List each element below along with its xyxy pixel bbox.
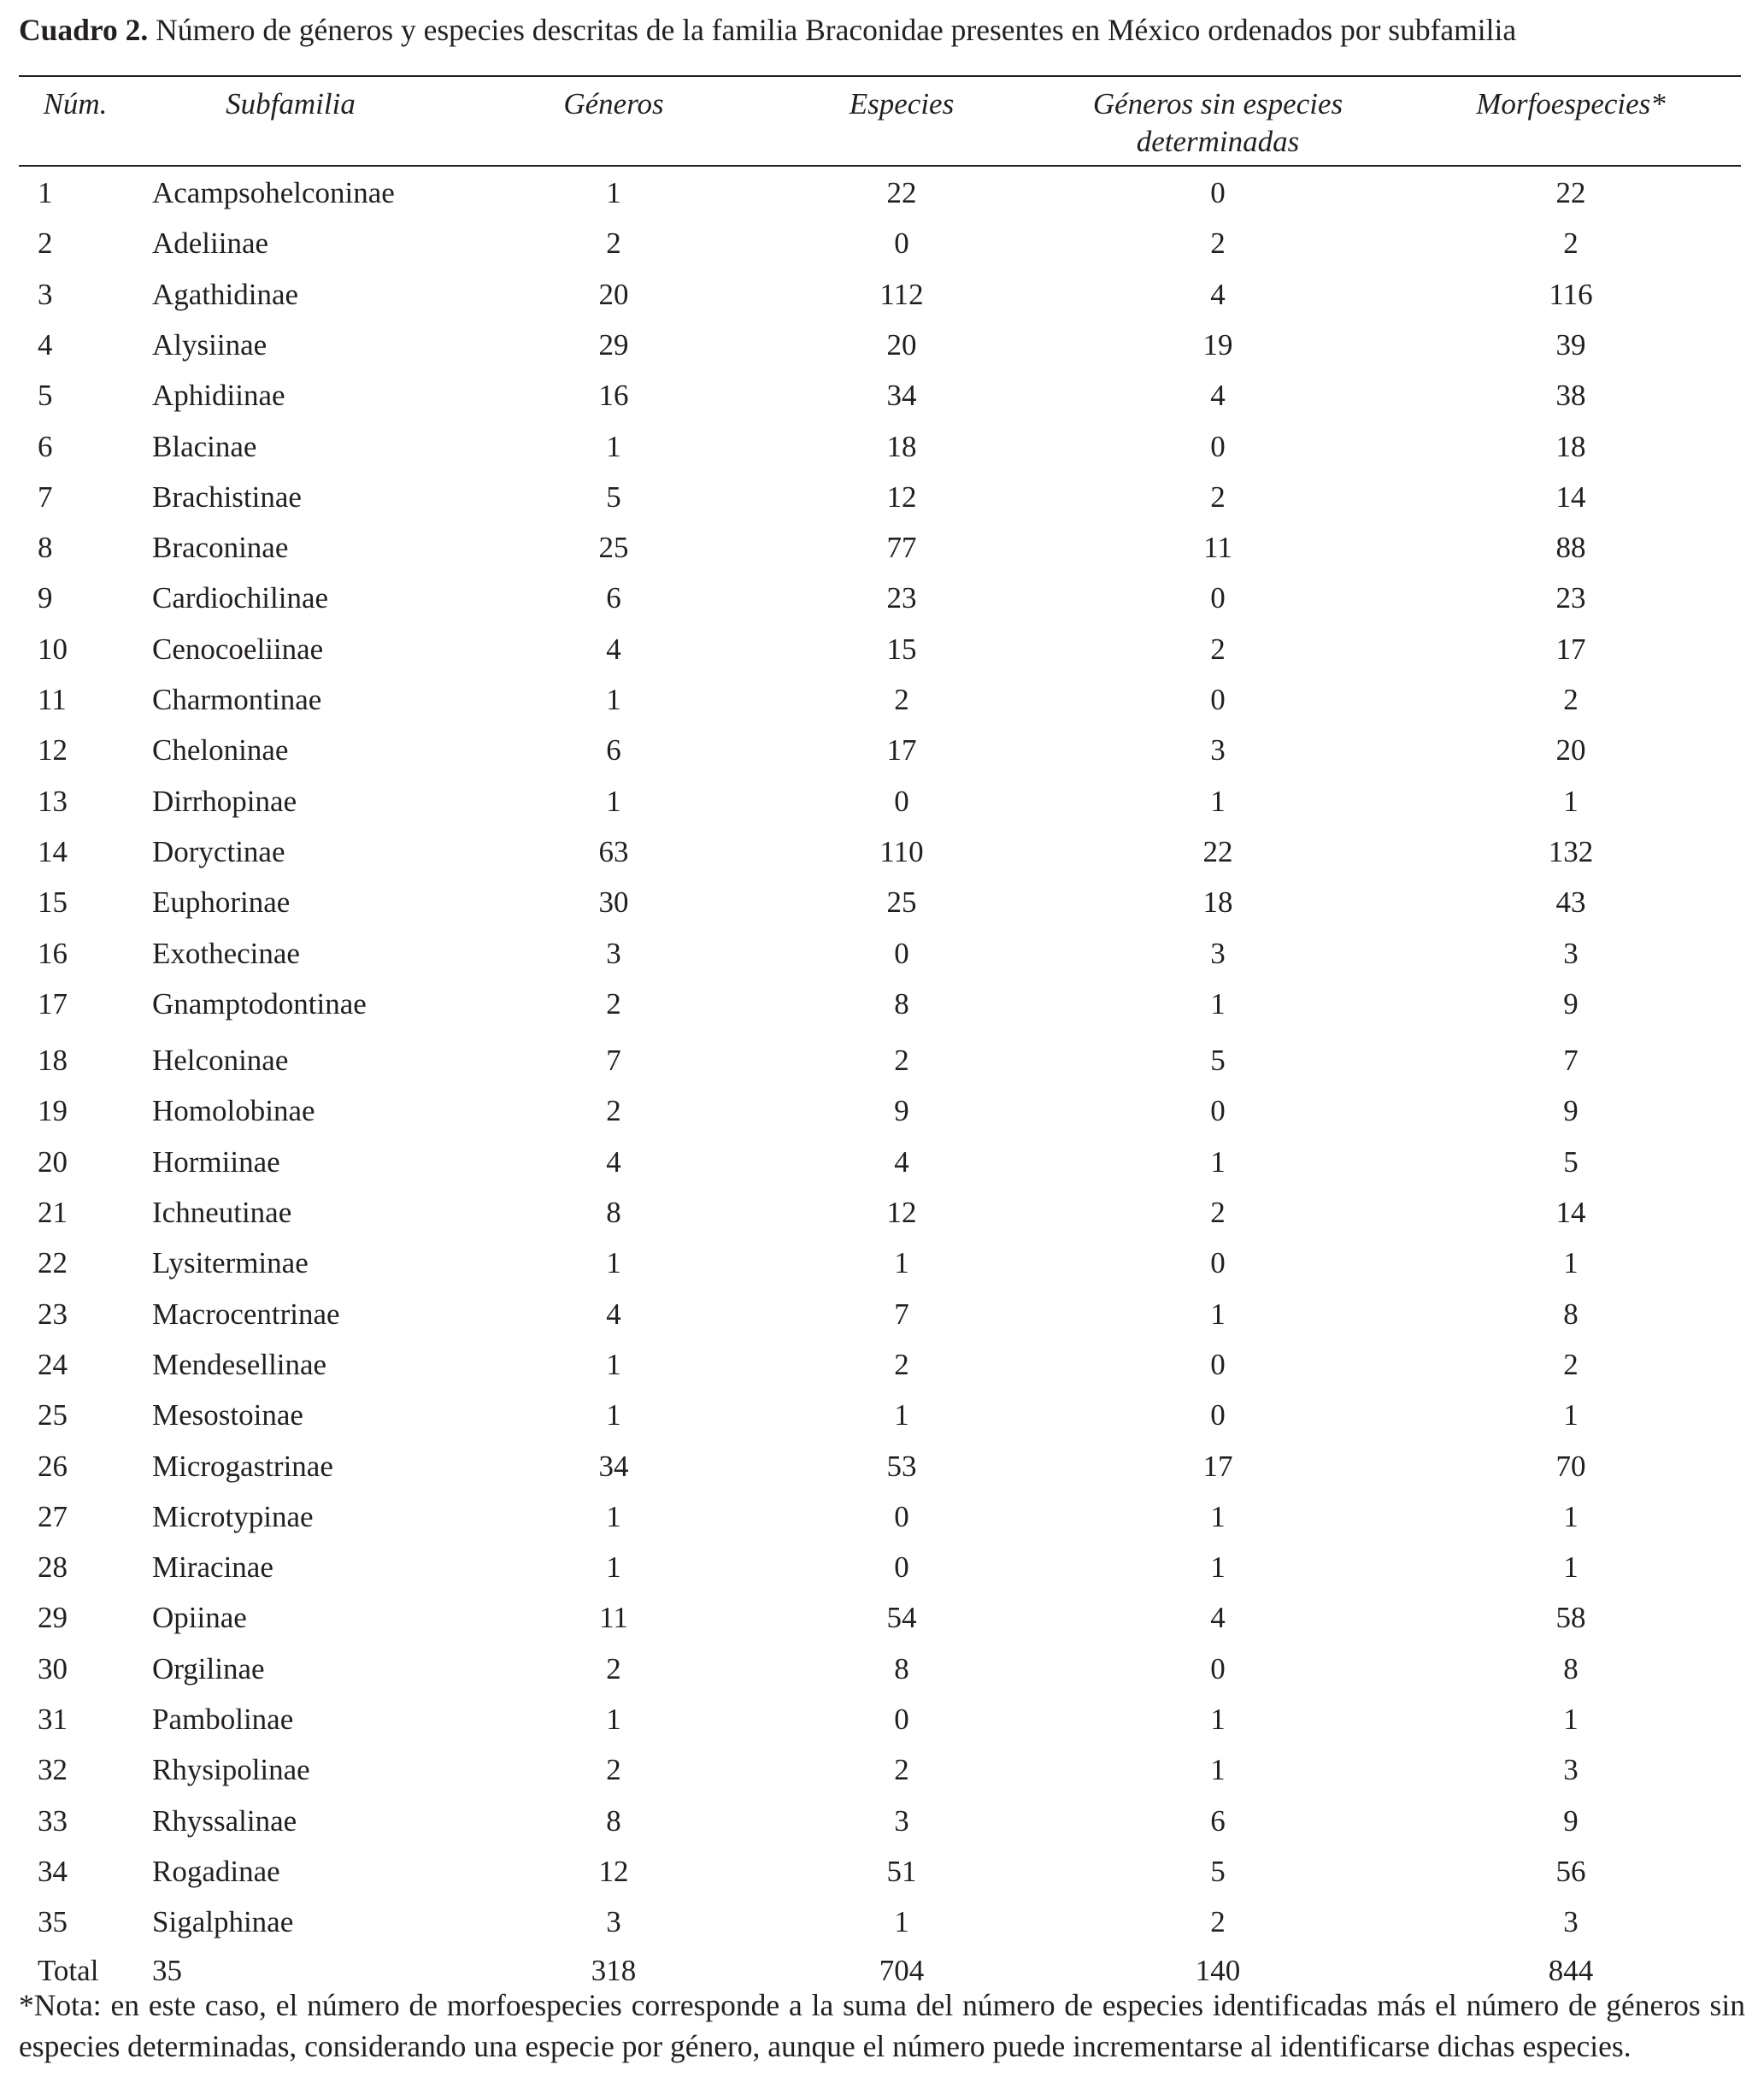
cell-subfamilia: Hormiinae — [152, 1145, 280, 1179]
cell-especies: 17 — [886, 733, 917, 767]
cell-num: 19 — [38, 1094, 68, 1127]
cell-generos: 1 — [606, 785, 621, 818]
cell-generos: 6 — [606, 581, 621, 615]
cell-sin-det: 1 — [1210, 785, 1226, 818]
cell-generos: 1 — [606, 1348, 621, 1381]
cell-subfamilia: Brachistinae — [152, 480, 302, 514]
cell-sin-det: 18 — [1202, 885, 1233, 919]
cell-generos: 63 — [598, 835, 629, 868]
cell-sin-det: 4 — [1210, 1601, 1226, 1634]
cell-generos: 16 — [598, 379, 629, 412]
cell-num: 20 — [38, 1145, 68, 1179]
cell-morfoespecies: 8 — [1563, 1297, 1579, 1331]
cell-especies: 34 — [886, 379, 917, 412]
cell-especies: 9 — [894, 1094, 909, 1127]
cell-generos: 29 — [598, 328, 629, 362]
cell-sin-det: 6 — [1210, 1804, 1226, 1838]
cell-generos: 5 — [606, 480, 621, 514]
cell-especies: 20 — [886, 328, 917, 362]
cell-especies: 18 — [886, 430, 917, 463]
cell-especies: 1 — [894, 1398, 909, 1432]
cell-num: 27 — [38, 1500, 68, 1533]
table-row — [0, 218, 1752, 268]
cell-generos: 6 — [606, 733, 621, 767]
header-num: Núm. — [43, 87, 108, 121]
table-row — [0, 1542, 1752, 1592]
cell-morfoespecies: 3 — [1563, 1753, 1579, 1786]
cell-num: 7 — [38, 480, 53, 514]
cell-sin-det: 1 — [1210, 1500, 1226, 1533]
cell-sin-det: 2 — [1210, 1196, 1226, 1229]
cell-morfoespecies: 2 — [1563, 683, 1579, 716]
table-row — [0, 168, 1752, 218]
cell-generos: 3 — [606, 1905, 621, 1938]
cell-num: 8 — [38, 531, 53, 564]
cell-subfamilia: Agathidinae — [152, 278, 299, 311]
cell-num: 28 — [38, 1550, 68, 1584]
cell-num: 34 — [38, 1855, 68, 1888]
cell-subfamilia: Miracinae — [152, 1550, 273, 1584]
header-morfoespecies: Morfoespecies* — [1476, 87, 1666, 121]
cell-sin-det: 5 — [1210, 1044, 1226, 1077]
cell-morfoespecies: 132 — [1548, 835, 1594, 868]
cell-morfoespecies: 70 — [1555, 1450, 1586, 1483]
table-row — [0, 1491, 1752, 1542]
cell-especies: 2 — [894, 1348, 909, 1381]
cell-num: 16 — [38, 937, 68, 970]
cell-subfamilia: Acampsohelconinae — [152, 176, 395, 209]
cell-especies: 1 — [894, 1905, 909, 1938]
cell-generos: 4 — [606, 1145, 621, 1179]
cell-subfamilia: Macrocentrinae — [152, 1297, 340, 1331]
cell-sin-det: 0 — [1210, 1398, 1226, 1432]
cell-sin-det: 0 — [1210, 1094, 1226, 1127]
table-row — [0, 1238, 1752, 1288]
total-sin-det: 140 — [1195, 1954, 1241, 1987]
cell-sin-det: 17 — [1202, 1450, 1233, 1483]
table-row — [0, 1796, 1752, 1846]
cell-morfoespecies: 3 — [1563, 937, 1579, 970]
cell-especies: 2 — [894, 1044, 909, 1077]
cell-especies: 2 — [894, 683, 909, 716]
cell-sin-det: 0 — [1210, 581, 1226, 615]
cell-morfoespecies: 14 — [1555, 480, 1586, 514]
cell-sin-det: 1 — [1210, 1753, 1226, 1786]
cell-sin-det: 1 — [1210, 1297, 1226, 1331]
table-row — [0, 877, 1752, 927]
cell-num: 30 — [38, 1652, 68, 1685]
header-subfamilia: Subfamilia — [226, 87, 356, 121]
cell-especies: 112 — [879, 278, 924, 311]
cell-generos: 8 — [606, 1196, 621, 1229]
cell-generos: 1 — [606, 1500, 621, 1533]
cell-num: 15 — [38, 885, 68, 919]
cell-num: 24 — [38, 1348, 68, 1381]
cell-especies: 51 — [886, 1855, 917, 1888]
table-row — [0, 776, 1752, 826]
cell-subfamilia: Lysiterminae — [152, 1246, 309, 1279]
cell-generos: 1 — [606, 430, 621, 463]
cell-generos: 12 — [598, 1855, 629, 1888]
cell-generos: 20 — [598, 278, 629, 311]
cell-generos: 8 — [606, 1804, 621, 1838]
cell-especies: 22 — [886, 176, 917, 209]
cell-generos: 4 — [606, 1297, 621, 1331]
cell-num: 14 — [38, 835, 68, 868]
cell-num: 11 — [38, 683, 67, 716]
cell-subfamilia: Mesostoinae — [152, 1398, 303, 1432]
cell-morfoespecies: 14 — [1555, 1196, 1586, 1229]
table-row — [0, 1339, 1752, 1390]
cell-num: 33 — [38, 1804, 68, 1838]
cell-morfoespecies: 18 — [1555, 430, 1586, 463]
table-row — [0, 320, 1752, 370]
table-row — [0, 1085, 1752, 1136]
cell-subfamilia: Cenocoeliinae — [152, 632, 324, 666]
cell-especies: 0 — [894, 1550, 909, 1584]
cell-num: 12 — [38, 733, 68, 767]
cell-morfoespecies: 58 — [1555, 1601, 1586, 1634]
cell-generos: 25 — [598, 531, 629, 564]
total-label: Total — [38, 1954, 99, 1987]
cell-sin-det: 2 — [1210, 480, 1226, 514]
cell-morfoespecies: 1 — [1563, 1246, 1579, 1279]
cell-morfoespecies: 1 — [1563, 1500, 1579, 1533]
cell-generos: 4 — [606, 632, 621, 666]
cell-especies: 0 — [894, 226, 909, 260]
cell-subfamilia: Rhysipolinae — [152, 1753, 310, 1786]
cell-morfoespecies: 88 — [1555, 531, 1586, 564]
cell-subfamilia: Microtypinae — [152, 1500, 314, 1533]
cell-sin-det: 2 — [1210, 1905, 1226, 1938]
cell-morfoespecies: 1 — [1563, 1398, 1579, 1432]
cell-morfoespecies: 8 — [1563, 1652, 1579, 1685]
cell-morfoespecies: 1 — [1563, 785, 1579, 818]
cell-sin-det: 5 — [1210, 1855, 1226, 1888]
table-row — [0, 1289, 1752, 1339]
cell-especies: 2 — [894, 1753, 909, 1786]
cell-morfoespecies: 9 — [1563, 987, 1579, 1021]
cell-sin-det: 4 — [1210, 278, 1226, 311]
table-row — [0, 1694, 1752, 1744]
cell-sin-det: 0 — [1210, 1246, 1226, 1279]
table-row — [0, 1187, 1752, 1238]
table-row — [0, 1744, 1752, 1795]
cell-num: 29 — [38, 1601, 68, 1634]
cell-morfoespecies: 1 — [1563, 1703, 1579, 1736]
table-row — [0, 979, 1752, 1029]
cell-num: 31 — [38, 1703, 68, 1736]
cell-generos: 1 — [606, 1246, 621, 1279]
cell-sin-det: 22 — [1202, 835, 1233, 868]
header-sin-det-line2: determinadas — [1136, 125, 1300, 158]
cell-especies: 53 — [886, 1450, 917, 1483]
cell-sin-det: 2 — [1210, 226, 1226, 260]
cell-subfamilia: Adeliinae — [152, 226, 269, 260]
table-row — [0, 1441, 1752, 1491]
cell-subfamilia: Alysiinae — [152, 328, 268, 362]
table-row — [0, 1390, 1752, 1440]
cell-num: 26 — [38, 1450, 68, 1483]
cell-sin-det: 1 — [1210, 987, 1226, 1021]
cell-subfamilia: Rogadinae — [152, 1855, 280, 1888]
cell-subfamilia: Sigalphinae — [152, 1905, 294, 1938]
cell-sin-det: 4 — [1210, 379, 1226, 412]
cell-generos: 1 — [606, 1703, 621, 1736]
cell-especies: 54 — [886, 1601, 917, 1634]
cell-especies: 8 — [894, 1652, 909, 1685]
cell-morfoespecies: 3 — [1563, 1905, 1579, 1938]
cell-subfamilia: Rhyssalinae — [152, 1804, 297, 1838]
cell-subfamilia: Cheloninae — [152, 733, 289, 767]
cell-num: 6 — [38, 430, 53, 463]
cell-especies: 12 — [886, 1196, 917, 1229]
cell-morfoespecies: 23 — [1555, 581, 1586, 615]
cell-num: 13 — [38, 785, 68, 818]
cell-generos: 1 — [606, 1398, 621, 1432]
caption-label: Cuadro 2. — [19, 13, 149, 47]
cell-sin-det: 0 — [1210, 683, 1226, 716]
table-row — [0, 522, 1752, 573]
cell-subfamilia: Homolobinae — [152, 1094, 315, 1127]
cell-morfoespecies: 43 — [1555, 885, 1586, 919]
cell-subfamilia: Cardiochilinae — [152, 581, 329, 615]
table-row — [0, 269, 1752, 320]
cell-sin-det: 11 — [1203, 531, 1232, 564]
cell-morfoespecies: 2 — [1563, 226, 1579, 260]
cell-morfoespecies: 1 — [1563, 1550, 1579, 1584]
cell-sin-det: 19 — [1202, 328, 1233, 362]
table-row — [0, 1592, 1752, 1643]
cell-subfamilia: Dirrhopinae — [152, 785, 297, 818]
header-especies: Especies — [849, 87, 955, 121]
cell-especies: 0 — [894, 785, 909, 818]
cell-especies: 3 — [894, 1804, 909, 1838]
cell-num: 5 — [38, 379, 53, 412]
cell-generos: 2 — [606, 226, 621, 260]
cell-subfamilia: Helconinae — [152, 1044, 289, 1077]
cell-num: 18 — [38, 1044, 68, 1077]
cell-num: 2 — [38, 226, 53, 260]
cell-subfamilia: Mendesellinae — [152, 1348, 327, 1381]
cell-subfamilia: Charmontinae — [152, 683, 322, 716]
cell-num: 22 — [38, 1246, 68, 1279]
cell-subfamilia: Gnamptodontinae — [152, 987, 367, 1021]
cell-generos: 7 — [606, 1044, 621, 1077]
cell-subfamilia: Orgilinae — [152, 1652, 265, 1685]
cell-especies: 0 — [894, 937, 909, 970]
cell-sin-det: 1 — [1210, 1145, 1226, 1179]
cell-especies: 110 — [879, 835, 924, 868]
cell-especies: 7 — [894, 1297, 909, 1331]
cell-subfamilia: Doryctinae — [152, 835, 285, 868]
cell-especies: 23 — [886, 581, 917, 615]
cell-especies: 25 — [886, 885, 917, 919]
total-morfoespecies: 844 — [1548, 1954, 1594, 1987]
cell-sin-det: 0 — [1210, 1652, 1226, 1685]
cell-sin-det: 2 — [1210, 632, 1226, 666]
cell-sin-det: 0 — [1210, 176, 1226, 209]
cell-especies: 0 — [894, 1500, 909, 1533]
cell-num: 32 — [38, 1753, 68, 1786]
cell-subfamilia: Opiinae — [152, 1601, 247, 1634]
table-row — [0, 1644, 1752, 1694]
cell-sin-det: 1 — [1210, 1703, 1226, 1736]
cell-num: 21 — [38, 1196, 68, 1229]
cell-num: 4 — [38, 328, 53, 362]
cell-subfamilia: Exothecinae — [152, 937, 300, 970]
cell-generos: 1 — [606, 683, 621, 716]
total-count: 35 — [152, 1954, 182, 1987]
cell-morfoespecies: 2 — [1563, 1348, 1579, 1381]
table-row — [0, 1846, 1752, 1897]
cell-num: 17 — [38, 987, 68, 1021]
header-generos: Géneros — [563, 87, 664, 121]
cell-num: 23 — [38, 1297, 68, 1331]
header-sin-det-line1: Géneros sin especies — [1092, 87, 1343, 121]
cell-especies: 0 — [894, 1703, 909, 1736]
table-row — [0, 674, 1752, 725]
cell-num: 25 — [38, 1398, 68, 1432]
table-row — [0, 1137, 1752, 1187]
cell-especies: 77 — [886, 531, 917, 564]
cell-generos: 11 — [599, 1601, 628, 1634]
cell-morfoespecies: 9 — [1563, 1804, 1579, 1838]
cell-generos: 2 — [606, 1652, 621, 1685]
cell-morfoespecies: 7 — [1563, 1044, 1579, 1077]
cell-subfamilia: Euphorinae — [152, 885, 291, 919]
cell-num: 10 — [38, 632, 68, 666]
cell-num: 3 — [38, 278, 53, 311]
cell-morfoespecies: 38 — [1555, 379, 1586, 412]
cell-generos: 1 — [606, 176, 621, 209]
table-caption — [19, 10, 1728, 50]
cell-morfoespecies: 39 — [1555, 328, 1586, 362]
cell-especies: 4 — [894, 1145, 909, 1179]
cell-subfamilia: Blacinae — [152, 430, 257, 463]
cell-generos: 30 — [598, 885, 629, 919]
cell-generos: 34 — [598, 1450, 629, 1483]
cell-num: 9 — [38, 581, 53, 615]
table-row — [0, 725, 1752, 775]
cell-sin-det: 3 — [1210, 733, 1226, 767]
footnote: *Nota: en este caso, el número de morfoespecies corresponde a la suma del número de especies identificadas más el número de géneros sin especies determinadas, considerando una especie por género, aunque el número puede incrementarse al identificarse dichas especies. — [19, 1988, 1745, 2063]
table-row — [0, 928, 1752, 979]
table-row — [0, 1035, 1752, 1085]
cell-morfoespecies: 116 — [1549, 278, 1593, 311]
total-generos: 318 — [591, 1954, 637, 1987]
cell-especies: 15 — [886, 632, 917, 666]
cell-sin-det: 3 — [1210, 937, 1226, 970]
cell-especies: 1 — [894, 1246, 909, 1279]
cell-generos: 2 — [606, 987, 621, 1021]
cell-subfamilia: Ichneutinae — [152, 1196, 292, 1229]
table-row — [0, 472, 1752, 522]
cell-morfoespecies: 20 — [1555, 733, 1586, 767]
cell-generos: 3 — [606, 937, 621, 970]
cell-subfamilia: Aphidiinae — [152, 379, 285, 412]
cell-especies: 8 — [894, 987, 909, 1021]
table-row — [0, 1897, 1752, 1947]
cell-num: 1 — [38, 176, 53, 209]
cell-sin-det: 0 — [1210, 430, 1226, 463]
cell-morfoespecies: 56 — [1555, 1855, 1586, 1888]
cell-generos: 2 — [606, 1094, 621, 1127]
cell-morfoespecies: 17 — [1555, 632, 1586, 666]
cell-morfoespecies: 9 — [1563, 1094, 1579, 1127]
cell-especies: 12 — [886, 480, 917, 514]
cell-generos: 2 — [606, 1753, 621, 1786]
cell-sin-det: 1 — [1210, 1550, 1226, 1584]
cell-subfamilia: Braconinae — [152, 531, 289, 564]
header-rule — [19, 165, 1741, 167]
table-row — [0, 826, 1752, 877]
top-rule — [19, 75, 1741, 77]
cell-num: 35 — [38, 1905, 68, 1938]
cell-morfoespecies: 22 — [1555, 176, 1586, 209]
caption-text: Número de géneros y especies descritas de la familia Braconidae presentes en México ordenados por subfamilia — [156, 13, 1517, 47]
cell-morfoespecies: 5 — [1563, 1145, 1579, 1179]
table-row — [0, 421, 1752, 472]
cell-generos: 1 — [606, 1550, 621, 1584]
cell-subfamilia: Microgastrinae — [152, 1450, 333, 1483]
table-row — [0, 624, 1752, 674]
table-row — [0, 573, 1752, 623]
cell-subfamilia: Pambolinae — [152, 1703, 294, 1736]
cell-sin-det: 0 — [1210, 1348, 1226, 1381]
total-especies: 704 — [879, 1954, 925, 1987]
table-row — [0, 370, 1752, 421]
